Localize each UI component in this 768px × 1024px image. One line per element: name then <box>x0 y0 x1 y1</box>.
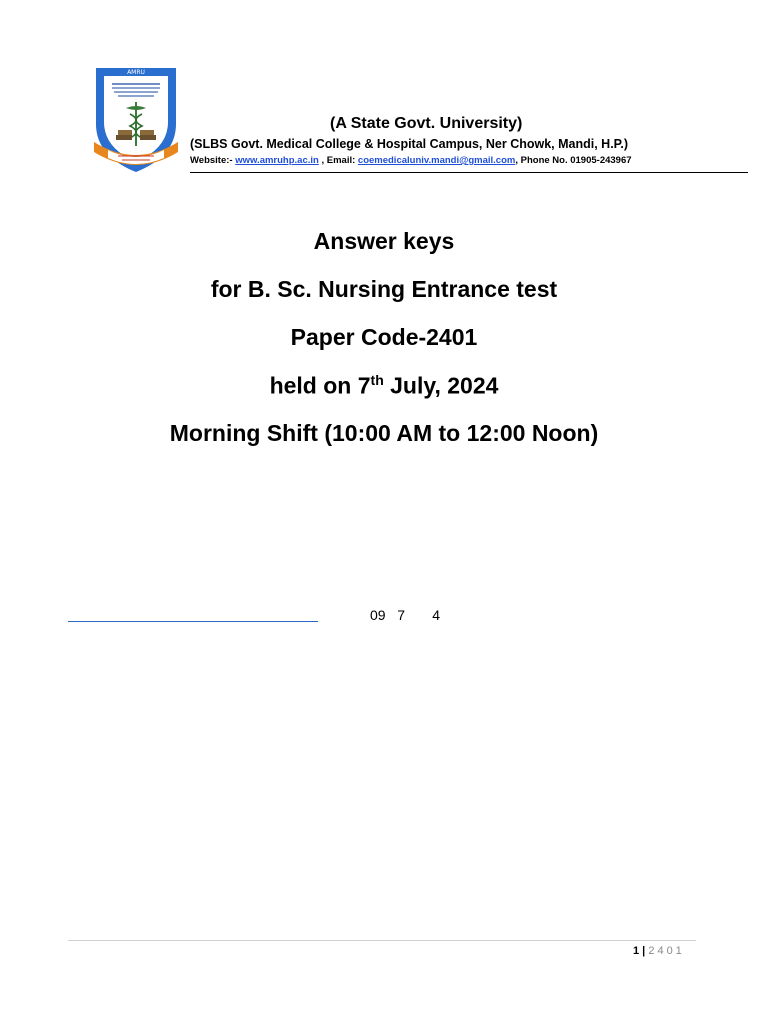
issue-date-text: 09 7 4 <box>370 607 441 623</box>
page-footer <box>633 945 685 957</box>
email-link[interactable]: coemedicaluniv.mandi@gmail.com <box>357 155 516 166</box>
title-answer-keys: Answer keys <box>313 228 455 254</box>
signature-line <box>68 621 318 622</box>
logo-acronym: AMRU <box>127 69 145 76</box>
title-shift: Morning Shift (10:00 AM to 12:00 Noon) <box>169 420 599 446</box>
website-link[interactable]: www.amruhp.ac.in <box>235 155 319 166</box>
footer-divider <box>68 940 696 941</box>
phone-text: , Phone No. 01905-243967 <box>515 155 632 166</box>
date-prefix: held on 7 <box>269 372 371 399</box>
campus-address-line: (SLBS Govt. Medical College & Hospital Campus, Ner Chowk, Mandi, H.P.) <box>190 137 629 151</box>
footer-separator: | <box>639 945 649 957</box>
title-paper-code: Paper Code-2401 <box>290 324 478 350</box>
title-exam-name: for B. Sc. Nursing Entrance test <box>210 276 558 302</box>
page-number: 1 <box>633 945 640 957</box>
university-logo <box>88 64 184 176</box>
contact-line <box>190 155 768 166</box>
email-label: , Email: <box>321 155 356 166</box>
date-ordinal: th <box>370 372 384 388</box>
date-suffix: July, 2024 <box>383 372 499 399</box>
header-divider <box>190 172 748 173</box>
university-type-line: (A State Govt. University) <box>330 115 523 132</box>
footer-paper-code: 2401 <box>648 945 685 957</box>
title-exam-date <box>0 372 768 400</box>
website-label: Website:- <box>190 155 233 166</box>
